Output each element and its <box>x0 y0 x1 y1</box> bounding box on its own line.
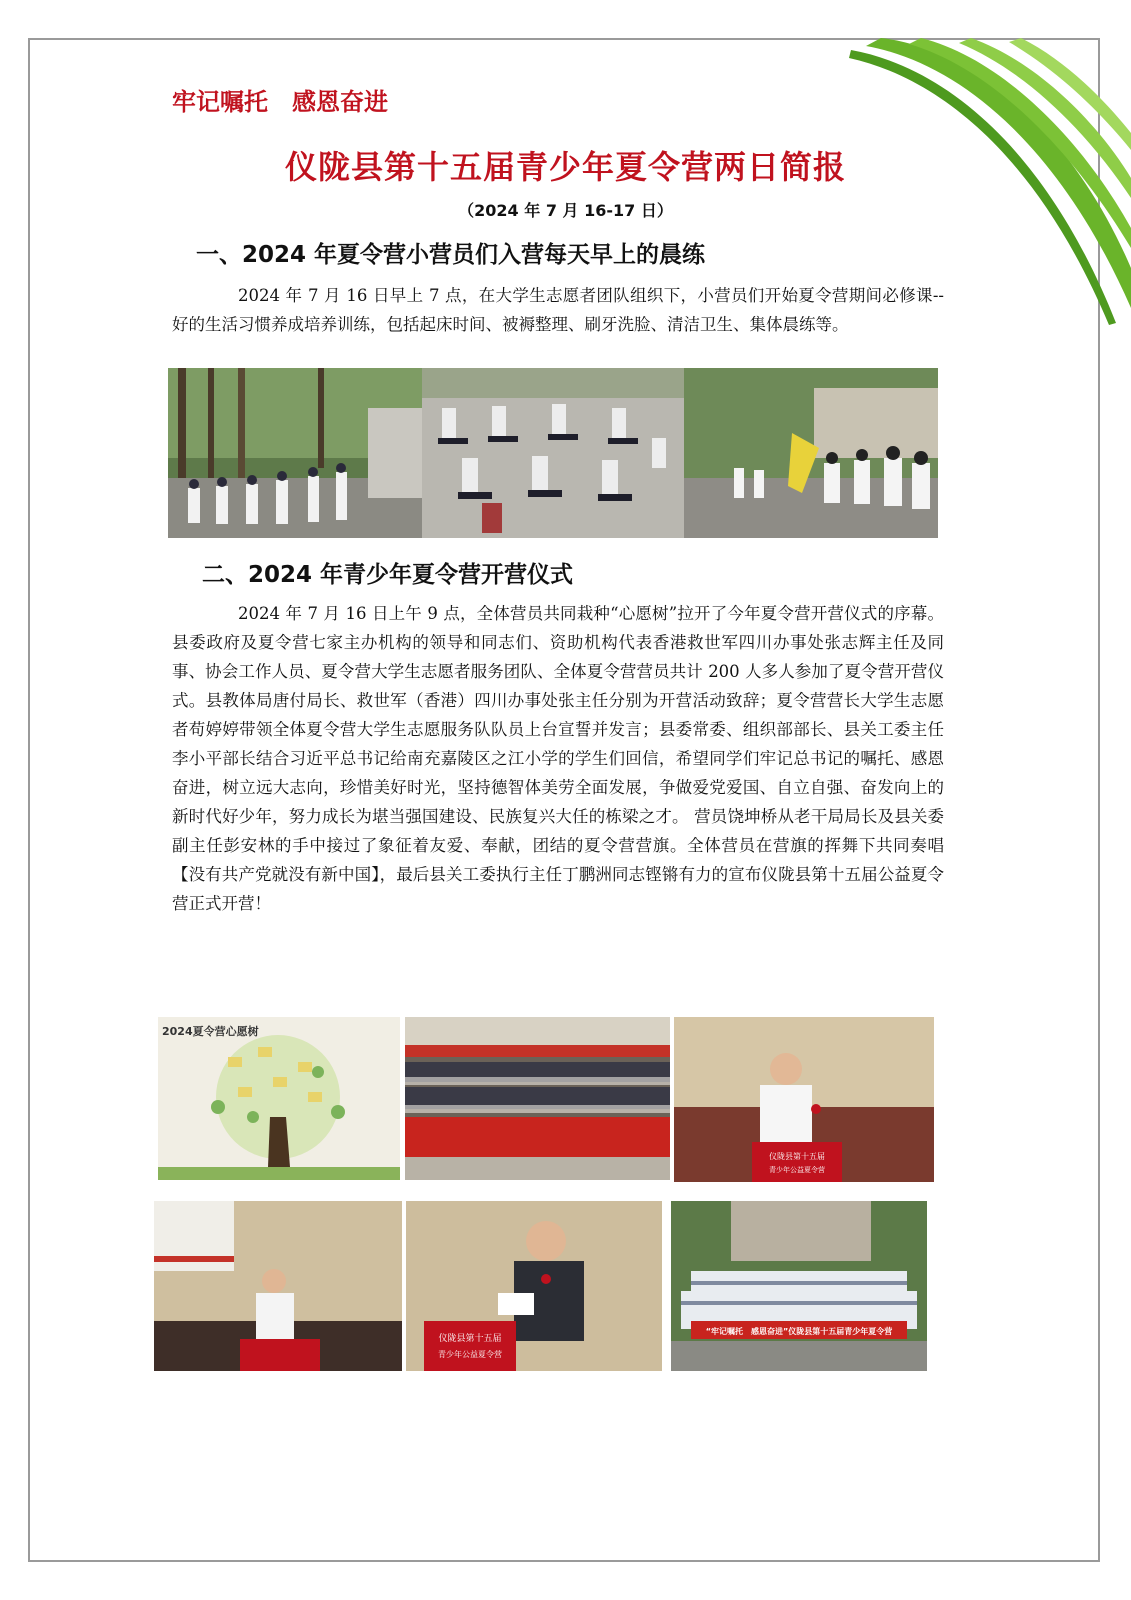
slogan: 牢记嘱托 感恩奋进 <box>172 88 388 116</box>
photo-morning-march <box>684 368 938 538</box>
photo-morning-walk <box>168 368 422 538</box>
section2-paragraph: 2024 年 7 月 16 日上午 9 点，全体营员共同栽种“心愿树”拉开了今年夏令营开营仪式的序幕。县委政府及夏令营七家主办机构的领导和同志们、资助机构代表香港救世军四川办事处张志辉主任及同事、协会工作人员、夏令营大学生志愿者服务团队、全体夏令营营员共计 200 人多人参加了夏令营开营仪式。县教体局唐付局长、救世军（香港）四川办事处张主任分别为开营活动致辞；夏令营营长大学生志愿者苟婷婷带领全体夏令营大学生志愿服务队队员上台宣誓并发言；县委常委、组织部部长、县关工委主任李小平部长结合习近平总书记给南充嘉陵区之江小学的学生们回信，希望同学们牢记总书记的嘱托、感恩奋进，树立远大志向，珍惜美好时光，坚持德智体美劳全面发展，争做爱党爱国、自立自强、奋发向上的新时代好少年，努力成长为堪当强国建设、民族复兴大任的栋梁之才。 营员饶坤桥从老干局局长及县关委副主任彭安林的手中接过了象征着友爱、奉献，团结的夏令营营旗。全体营员在营旗的挥舞下共同奏唱【没有共产党就没有新中国】，最后县关工委执行主任丁鹏洲同志铿锵有力的宣布仪陇县第十五届公益夏令营正式开营！ <box>172 604 944 913</box>
report-date: （2024 年 7 月 16-17 日） <box>458 201 673 220</box>
section1-paragraph: 2024 年 7 月 16 日早上 7 点，在大学生志愿者团队组织下，小营员们开始夏令营期间必修课--好的生活习惯养成培养训练，包括起床时间、被褥整理、刷牙洗脸、清洁卫生、集体晨练等。 <box>172 286 944 334</box>
photo-stretching-exercise <box>422 368 684 538</box>
photo-speaker-1 <box>674 1017 934 1182</box>
podium-sign-line2: 青少年公益夏令营 <box>769 1166 825 1174</box>
podium-sign-line1: 仪陇县第十五届 <box>438 1334 502 1344</box>
podium-sign-line2: 青少年公益夏令营 <box>438 1350 502 1359</box>
section2-heading: 二、2024 年青少年夏令营开营仪式 <box>202 562 574 588</box>
page-title: 仪陇县第十五届青少年夏令营两日简报 <box>284 148 846 186</box>
podium-sign-line1: 仪陇县第十五届 <box>769 1152 825 1161</box>
photo-speaker-3 <box>406 1201 662 1371</box>
photo-group-banner <box>671 1201 927 1371</box>
photo-wish-tree <box>158 1017 400 1180</box>
photo-auditorium <box>405 1017 670 1180</box>
group-banner-text: “牢记嘱托 感恩奋进”仪陇县第十五届青少年夏令营 <box>705 1327 893 1336</box>
photo-speaker-2 <box>154 1201 402 1371</box>
section1-heading: 一、2024 年夏令营小营员们入营每天早上的晨练 <box>196 242 706 268</box>
wish-tree-caption: 2024夏令营心愿树 <box>162 1025 259 1038</box>
